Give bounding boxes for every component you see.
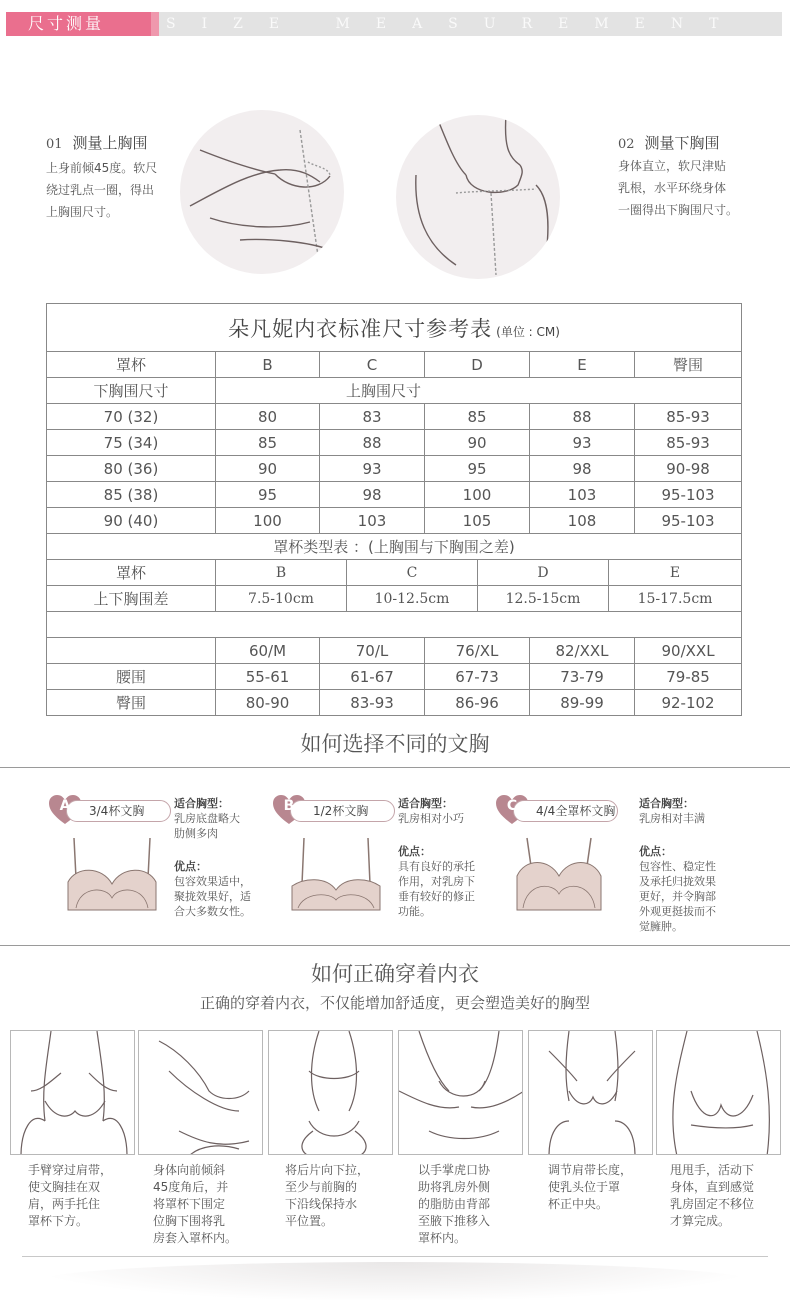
bottom-shadow [40, 1262, 750, 1300]
wear-bra-subtitle: 正确的穿着内衣，不仅能增加舒适度，更会塑造美好的胸型 [199, 994, 590, 1012]
bra-34-cup-icon [66, 836, 158, 916]
table-row: 90 (40) 100 103 105 108 95-103 [47, 508, 742, 534]
wear-step-4-illustration [398, 1030, 523, 1155]
measure-step-1-desc: 上身前倾45度。软尺 绕过乳点一圈，得出 上胸围尺寸。 [46, 161, 158, 219]
table-row: 臀围 80-90 83-93 86-96 89-99 92-102 [47, 690, 742, 716]
size-reference-table [46, 303, 742, 716]
section-tag: 尺寸测量 [6, 12, 151, 36]
bra-style-info: 适合胸型： 乳房底盘略大 肋侧多肉 优点： 包容效果适中， 聚拢效果好，适 合大多数女性。 [174, 797, 251, 918]
table-row: 75 (34) 85 88 90 93 85-93 [47, 430, 742, 456]
bra-style-b [272, 796, 512, 946]
wear-step-2-text: 身体向前倾斜 45度角后，并 将罩杯下围定 位胸下围将乳 房套入罩杯内。 [153, 1163, 238, 1245]
table-row: 腰围 55-61 61-67 67-73 73-79 79-85 [47, 664, 742, 690]
bra-style-info: 适合胸型： 乳房相对小巧 优点： 具有良好的承托 作用，对乳房下 垂有较好的修正 功能。 [398, 797, 475, 918]
wear-step-3-text: 将后片向下拉， 至少与前胸的 下沿线保持水 平位置。 [285, 1163, 370, 1228]
bra-style-info: 适合胸型： 乳房相对丰满 优点： 包容性、稳定性 及承托归拢效果 更好，并令胸部 外观更挺拔而不 觉臃肿。 [639, 797, 716, 933]
wear-step-2-illustration [138, 1030, 263, 1155]
divider [0, 767, 790, 768]
bra-half-cup-icon [290, 836, 382, 916]
wear-step-3-illustration [268, 1030, 393, 1155]
wear-bra-title: 如何正确穿着内衣 [311, 962, 479, 986]
bra-style-badge: 4/4全罩杯文胸 C [495, 796, 620, 824]
wear-step-6-illustration [656, 1030, 781, 1155]
bra-full-cup-icon [513, 836, 605, 916]
measure-step-2-heading: 02 测量下胸围 [618, 134, 720, 152]
wear-step-5-illustration [528, 1030, 653, 1155]
wear-step-1-illustration [10, 1030, 135, 1155]
table-header-row: 罩杯 B C D E 臀围 [47, 352, 742, 378]
under-bust-illustration [396, 115, 560, 279]
section-header-bar [6, 12, 782, 36]
choose-bra-title: 如何选择不同的文胸 [300, 732, 490, 756]
bra-style-a [48, 796, 288, 946]
wear-step-5-text: 调节肩带长度， 使乳头位于罩 杯正中央。 [548, 1163, 633, 1211]
divider [22, 1256, 768, 1257]
wear-step-1-text: 手臂穿过肩带， 使文胸挂在双 肩，两手托住 罩杯下方。 [28, 1163, 113, 1228]
table-sub-header-row: 下胸围尺寸 上胸围尺寸 [47, 378, 742, 404]
cup-type-title-row: 罩杯类型表 ：(上胸围与下胸围之差) [47, 534, 742, 560]
table-title: 朵凡妮内衣标准尺寸参考表 (单位 : CM) [47, 304, 742, 352]
cup-type-row: 上下胸围差 7.5-10cm 10-12.5cm 12.5-15cm 15-17.5cm [47, 586, 742, 612]
wear-step-6-text: 甩甩手，活动下 身体，直到感觉 乳房固定不移位 才算完成。 [670, 1163, 755, 1228]
section-english-title: SIZE MEASUREMENT [166, 16, 745, 32]
upper-bust-illustration [180, 110, 344, 274]
divider [0, 945, 790, 946]
bra-style-c [495, 796, 735, 946]
bra-style-badge: 1/2杯文胸 B [272, 796, 397, 824]
cup-type-header-row: 罩杯 B C D E [47, 560, 742, 586]
table-spacer-row [47, 612, 742, 638]
table-row: 70 (32) 80 83 85 88 85-93 [47, 404, 742, 430]
garment-size-header-row: 60/M 70/L 76/XL 82/XXL 90/XXL [47, 638, 742, 664]
wear-step-4-text: 以手掌虎口协 助将乳房外侧 的脂肪由背部 至腋下推移入 罩杯内。 [418, 1163, 491, 1245]
bra-style-badge: 3/4杯文胸 A [48, 796, 173, 824]
measure-step-2-desc: 身体直立，软尺津贴 乳根，水平环绕身体 一圈得出下胸围尺寸。 [618, 159, 739, 217]
measure-step-1-heading: 01 测量上胸围 [46, 134, 148, 152]
table-row: 85 (38) 95 98 100 103 95-103 [47, 482, 742, 508]
table-row: 80 (36) 90 93 95 98 90-98 [47, 456, 742, 482]
